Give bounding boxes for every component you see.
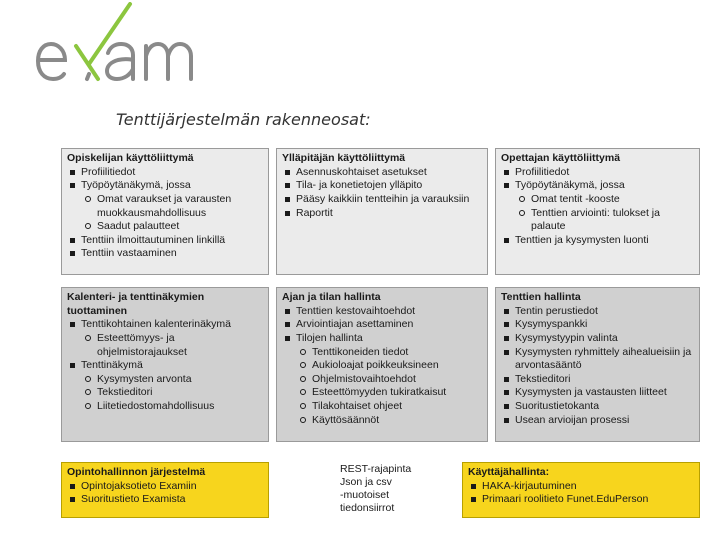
exam-management-box [495,287,700,442]
list-item [515,386,694,400]
box-title: Tenttien hallinta [501,291,581,303]
list-item [296,179,482,193]
item-text: Kysymyspankki [515,318,588,331]
bullet-list [67,318,263,413]
sub-item: Käyttösäännöt [312,414,482,428]
list-item [515,166,694,180]
bullet-list [282,305,482,428]
student-ui-box [61,148,269,275]
time-space-box [276,287,488,442]
sub-item: Tenttikoneiden tiedot [312,346,482,360]
item-text: Pääsy kaikkiin tentteihin ja varauksiin [296,192,470,205]
item-text: Työpöytänäkymä, jossa [81,179,191,192]
sub-item: Esteettömyyden tukiratkaisut [312,386,482,400]
calendar-box [61,287,269,442]
box-title: Ajan ja tilan hallinta [282,291,381,303]
item-text: Suoritustietokanta [515,400,600,413]
sub-item: Tilakohtaiset ohjeet [312,400,482,414]
list-item [296,207,482,221]
list-item [81,318,263,359]
sub-item: Kysymysten arvonta [97,373,263,387]
list-item [482,493,694,507]
sub-item: Tekstieditori [97,386,263,400]
sub-list [81,193,263,234]
list-item [515,332,694,346]
item-text: Tila- ja konetietojen ylläpito [296,179,423,192]
bullet-list [67,480,263,507]
box-title: Käyttäjähallinta: [468,466,550,478]
rest-line: tiedonsiirrot [340,502,395,515]
sub-list [296,346,482,428]
teacher-ui-box [495,148,700,275]
box-title: Opiskelijan käyttöliittymä [67,152,194,164]
rest-api-note [340,463,440,516]
item-text: Opintojaksotieto Examiin [81,479,197,492]
admin-ui-box [276,148,488,275]
item-text: Kysymystyypin valinta [515,331,618,344]
list-item [515,318,694,332]
sub-item: Saadut palautteet [97,220,263,234]
item-text: Usean arvioijan prosessi [515,413,630,426]
bullet-list [501,166,694,248]
list-item [482,480,694,494]
logo-text: exam [36,2,39,3]
item-text: Asennuskohtaiset asetukset [296,165,427,178]
list-item [296,193,482,207]
item-text: HAKA-kirjautuminen [482,479,577,492]
list-item [296,166,482,180]
subtitle: Tenttijärjestelmän rakenneosat: [116,110,371,129]
bullet-list [501,305,694,428]
item-text: Tenttiin vastaaminen [81,247,177,260]
item-text: Tenttiin ilmoittautuminen linkillä [81,233,226,246]
list-item [81,234,263,248]
sub-item: Aukioloajat poikkeuksineen [312,359,482,373]
box-title: Opettajan käyttöliittymä [501,152,621,164]
list-item [515,400,694,414]
bullet-list [468,480,694,507]
item-text: Työpöytänäkymä, jossa [515,179,625,192]
list-item [515,414,694,428]
item-text: Primaari roolitieto Funet.EduPerson [482,493,649,506]
list-item [296,318,482,332]
sub-item: Tenttien arviointi: tulokset ja palaute [531,207,694,234]
sub-item: Omat varaukset ja varausten muokkausmahdollisuus [97,193,263,220]
item-text: Tenttikohtainen kalenterinäkymä [81,318,232,331]
sub-item: Ohjelmistovaihtoehdot [312,373,482,387]
list-item [515,234,694,248]
study-admin-box [61,462,269,518]
item-text: Tenttinäkymä [81,359,143,372]
item-text: Arviointiajan asettaminen [296,318,414,331]
item-text: Profiilitiedot [81,165,136,178]
item-text: Kysymysten ryhmittely aihealueisiin ja arvontasääntö [515,345,692,372]
item-text: Tenttien kestovaihtoehdot [296,304,416,317]
list-item [81,166,263,180]
item-text: Profiilitiedot [515,165,570,178]
list-item [81,493,263,507]
item-text: Suoritustieto Examista [81,493,186,506]
box-title: Opintohallinnon järjestelmä [67,466,206,478]
list-item [296,305,482,319]
item-text: Kysymysten ja vastausten liitteet [515,386,667,399]
item-text: Raportit [296,206,333,219]
list-item [81,480,263,494]
rest-line: REST-rajapinta [340,463,412,475]
sub-item: Liitetiedostomahdollisuus [97,400,263,414]
list-item [296,332,482,427]
box-title: Ylläpitäjän käyttöliittymä [282,152,406,164]
sub-item: Omat tentit -kooste [531,193,694,207]
exam-logo [36,2,196,90]
rest-line: -muotoiset [340,489,390,502]
sub-item: Esteettömyys- ja ohjelmistorajaukset [97,332,263,359]
list-item [515,346,694,373]
user-management-box [462,462,700,518]
sub-list [81,373,263,414]
list-item [515,179,694,234]
item-text: Tilojen hallinta [296,331,363,344]
sub-list [81,332,263,359]
list-item [81,247,263,261]
list-item [81,359,263,414]
box-title: Kalenteri- ja tenttinäkymien tuottaminen [67,291,205,317]
item-text: Tekstieditori [515,372,571,385]
bullet-list [67,166,263,261]
item-text: Tenttien ja kysymysten luonti [515,233,649,246]
list-item [515,305,694,319]
list-item [515,373,694,387]
bullet-list [282,166,482,221]
sub-list [515,193,694,234]
item-text: Tentin perustiedot [515,304,598,317]
rest-line: Json ja csv [340,476,392,489]
list-item [81,179,263,234]
